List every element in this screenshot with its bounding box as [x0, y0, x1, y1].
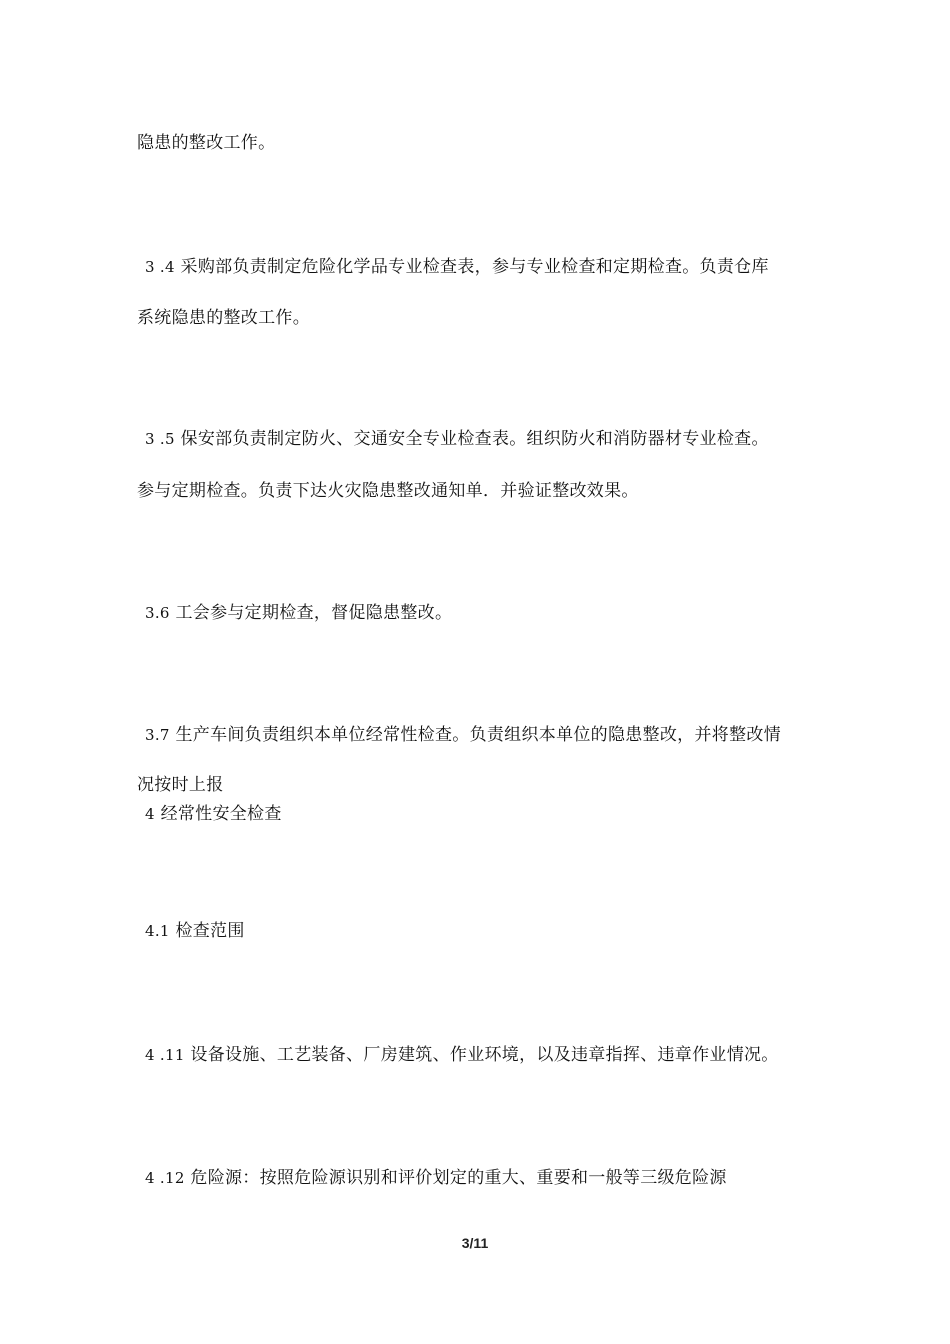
section-4-1-heading — [145, 919, 245, 943]
paragraph-line — [137, 773, 224, 797]
section-4-heading — [145, 802, 282, 826]
line-text: 生产车间负责组织本单位经常性检查。负责组织本单位的隐患整改，并将整改情 — [175, 725, 781, 745]
line-text: 采购部负责制定危险化学品专业检查表，参与专业检查和定期检查。负责仓库 — [180, 257, 769, 277]
paragraph-line — [137, 306, 310, 330]
line-text: 况按时上报 — [137, 775, 224, 795]
line-text: 保安部负责制定防火、交通安全专业检查表。组织防火和消防器材专业检查。 — [180, 429, 769, 449]
line-text: 隐患的整改工作。 — [137, 133, 276, 153]
section-number: 4.1 — [145, 922, 170, 940]
section-number: 4 .11 — [145, 1046, 185, 1064]
line-text: 危险源：按照危险源识别和评价划定的重大、重要和一般等三级危险源 — [190, 1168, 727, 1188]
paragraph-line — [137, 479, 639, 503]
section-3-4-heading-line — [145, 255, 769, 279]
section-3-6-heading-line — [145, 601, 452, 625]
line-text: 经常性安全检查 — [160, 804, 282, 824]
section-3-5-heading-line — [145, 427, 769, 451]
section-number: 3.7 — [145, 726, 170, 744]
section-number: 3.6 — [145, 604, 170, 622]
line-text: 参与定期检查。负责下达火灾隐患整改通知单．并验证整改效果。 — [137, 481, 639, 501]
section-number: 3 .4 — [145, 258, 175, 276]
line-text: 工会参与定期检查，督促隐患整改。 — [175, 603, 453, 623]
paragraph-line — [137, 131, 275, 155]
line-text: 系统隐患的整改工作。 — [137, 308, 310, 328]
page-number: 3/11 — [461, 1235, 489, 1251]
section-number: 4 .12 — [145, 1169, 185, 1187]
section-4-11-line — [145, 1043, 779, 1067]
section-3-7-heading-line — [145, 723, 781, 747]
section-number: 4 — [145, 805, 155, 823]
line-text: 检查范围 — [175, 921, 245, 941]
section-4-12-line — [145, 1166, 727, 1190]
section-number: 3 .5 — [145, 430, 175, 448]
line-text: 设备设施、工艺装备、厂房建筑、作业环境，以及违章指挥、违章作业情况。 — [190, 1045, 779, 1065]
